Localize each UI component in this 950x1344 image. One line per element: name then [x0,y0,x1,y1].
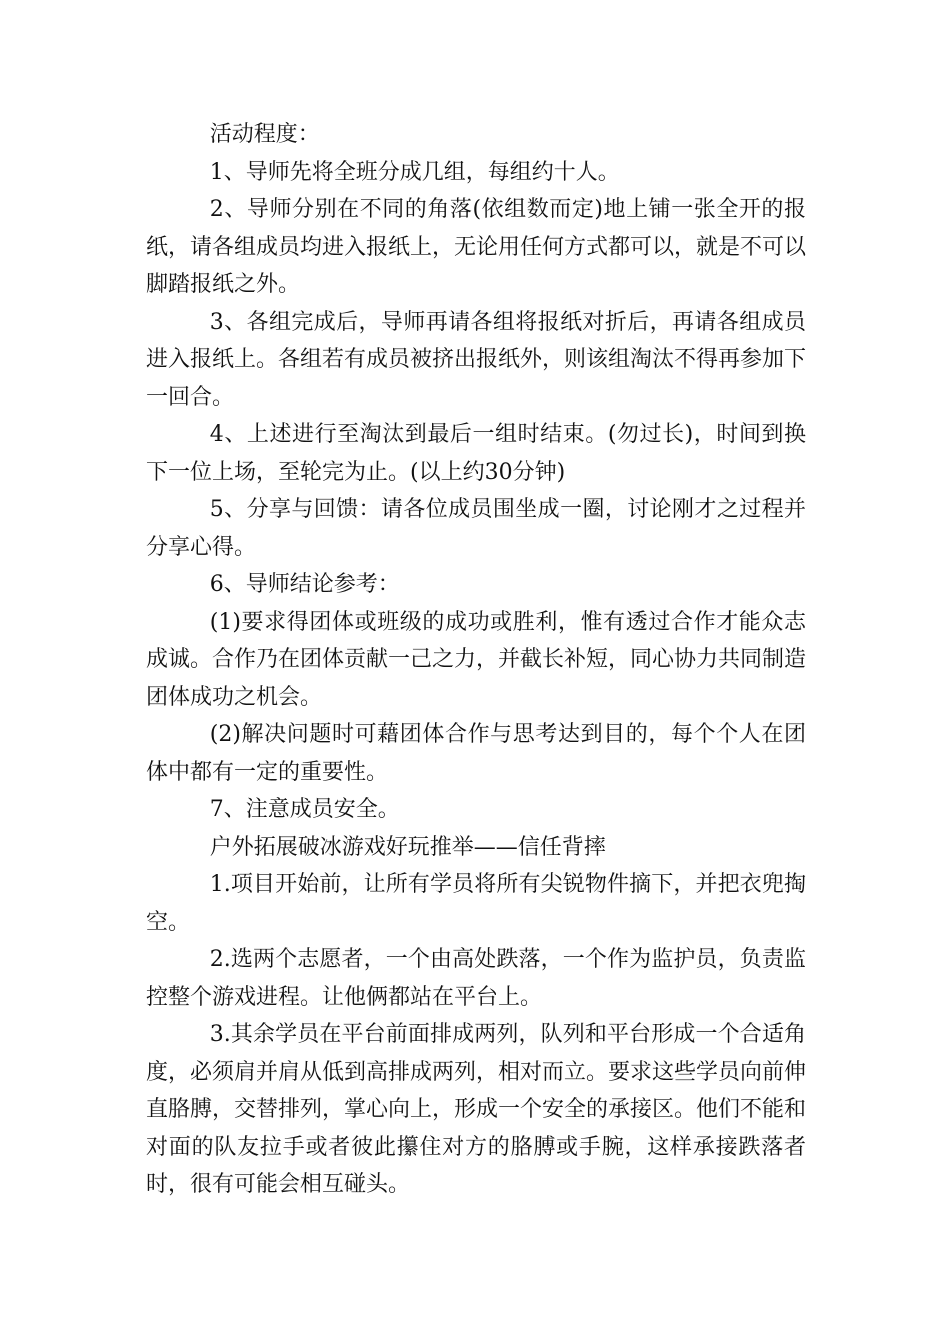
paragraph-step-5: 5、分享与回馈：请各位成员围坐成一圈，讨论刚才之过程并分享心得。 [146,497,806,560]
paragraph-step-1: 1、导师先将全班分成几组，每组约十人。 [209,159,620,185]
paragraph-step-2: 2、导师分别在不同的角落(依组数而定)地上铺一张全开的报纸，请各组成员均进入报纸上，无论用任何方式都可以，就是不可以脚踏报纸之外。 [146,197,807,297]
paragraph-conclusion-1: (1)要求得团体或班级的成功或胜利，惟有透过合作才能众志成诚。合作乃在团体贡献一己之力，并截长补短，同心协力共同制造团体成功之机会。 [146,609,807,710]
document-body [146,116,806,1204]
paragraph-step-3: 3、各组完成后，导师再请各组将报纸对折后，再请各组成员进入报纸上。各组若有成员被挤出报纸外，则该组淘汰不得再参加下一回合。 [146,309,807,410]
paragraph-step-6: 6、导师结论参考： [209,572,400,597]
paragraph-conclusion-2: (2)解决问题时可藉团体合作与思考达到目的，每个个人在团体中都有一定的重要性。 [146,722,806,785]
paragraph-activity-procedure-heading: 活动程度： [209,122,320,147]
paragraph-trust-step-3: 3.其余学员在平台前面排成两列，队列和平台形成一个合适角度，必须肩并肩从低到高排成两列，相对而立。要求这些学员向前伸直胳膊，交替排列，掌心向上，形成一个安全的承接区。他们不能和对面的队友拉手或者彼此攥住对方的胳膊或手腕，这样承接跌落者时，很有可能会相互碰头。 [146,1022,807,1197]
section-heading-trust-fall: 户外拓展破冰游戏好玩推举——信任背摔 [209,834,606,860]
paragraph-step-7: 7、注意成员安全。 [209,797,400,822]
paragraph-trust-step-2: 2.选两个志愿者，一个由高处跌落，一个作为监护员，负责监控整个游戏进程。让他俩都站在平台上。 [146,947,806,1010]
paragraph-step-4: 4、上述进行至淘汰到最后一组时结束。(勿过长)，时间到换下一位上场，至轮完为止。(以上约30分钟) [146,422,806,485]
paragraph-trust-step-1: 1.项目开始前，让所有学员将所有尖锐物件摘下，并把衣兜掏空。 [146,872,806,935]
